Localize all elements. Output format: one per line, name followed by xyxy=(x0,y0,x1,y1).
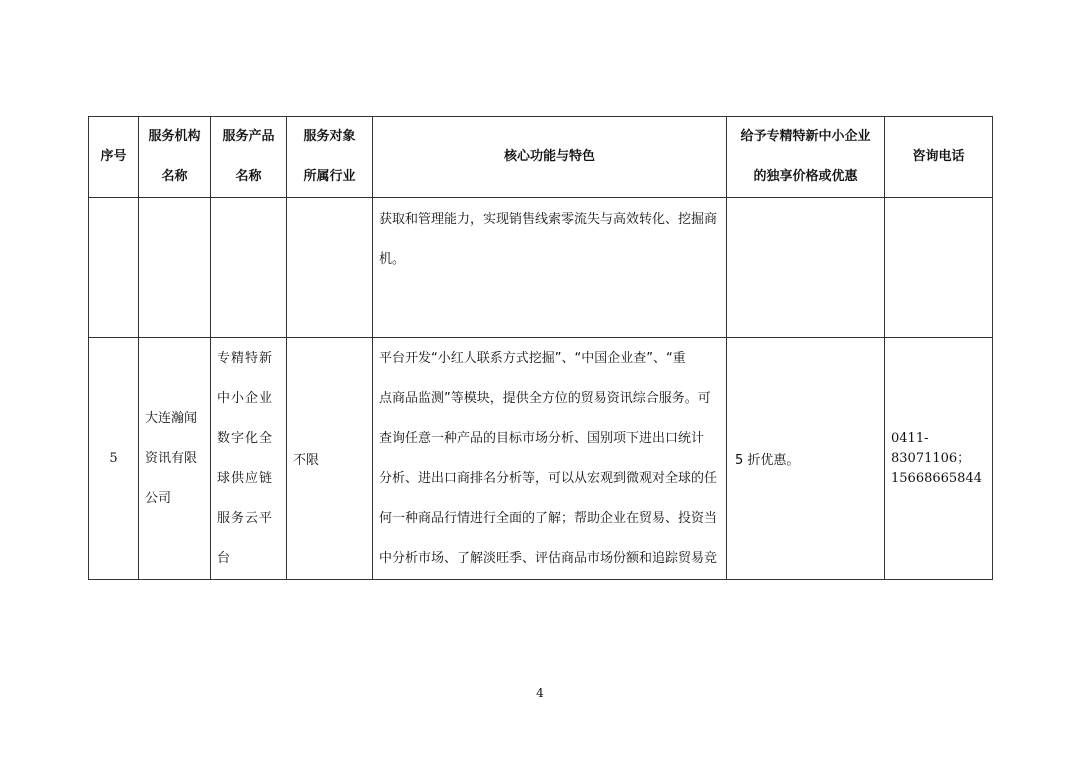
header-price: 给予专精特新中小企业 的独享价格或优惠 xyxy=(727,117,885,198)
product-cell: 专精特新 中小企业 数字化全 球供应链 服务云平 台 xyxy=(211,338,287,580)
phone-cell: 0411-83071106； 15668665844 xyxy=(885,338,993,580)
cont-feature-cell xyxy=(373,198,727,338)
service-table xyxy=(88,116,993,580)
feature-line: 分析、进出口商排名分析等，可以从宏观到微观对全球的任 xyxy=(379,470,718,486)
table-row xyxy=(89,198,993,338)
feature-line: 点商品监测”等模块，提供全方位的贸易资讯综合服务。可 xyxy=(379,390,711,406)
feature-line: 机。 xyxy=(379,252,406,267)
seq-cell: 5 xyxy=(89,338,139,580)
feature-line: 平台开发“小红人联系方式挖掘”、“中国企业查”、“重 xyxy=(379,350,686,366)
feature-line: 何一种商品行情进行全面的了解；帮助企业在贸易、投资当 xyxy=(379,510,718,526)
header-row xyxy=(89,117,993,198)
feature-line: 中分析市场、了解淡旺季、评估商品市场份额和追踪贸易竞 xyxy=(379,550,718,566)
feature-line: 获取和管理能力，实现销售线索零流失与高效转化、挖掘商 xyxy=(379,212,718,227)
cont-target-cell xyxy=(287,198,373,338)
feature-line: 查询任意一种产品的目标市场分析、国别项下进出口统计 xyxy=(379,430,705,446)
header-phone: 咨询电话 xyxy=(885,117,993,198)
target-cell: 不限 xyxy=(287,338,373,580)
header-feature: 核心功能与特色 xyxy=(373,117,727,198)
org-cell: 大连瀚闻 资讯有限 公司 xyxy=(139,338,211,580)
header-product: 服务产品 名称 xyxy=(211,117,287,198)
table-row xyxy=(89,338,993,580)
cont-product-cell xyxy=(211,198,287,338)
header-target: 服务对象 所属行业 xyxy=(287,117,373,198)
page-number: 4 xyxy=(536,686,544,700)
cont-price-cell xyxy=(727,198,885,338)
cont-phone-cell xyxy=(885,198,993,338)
header-seq: 序号 xyxy=(89,117,139,198)
header-org: 服务机构 名称 xyxy=(139,117,211,198)
cont-org-cell xyxy=(139,198,211,338)
cont-seq-cell xyxy=(89,198,139,338)
feature-cell xyxy=(373,338,727,580)
price-cell: 5 折优惠。 xyxy=(727,338,885,580)
